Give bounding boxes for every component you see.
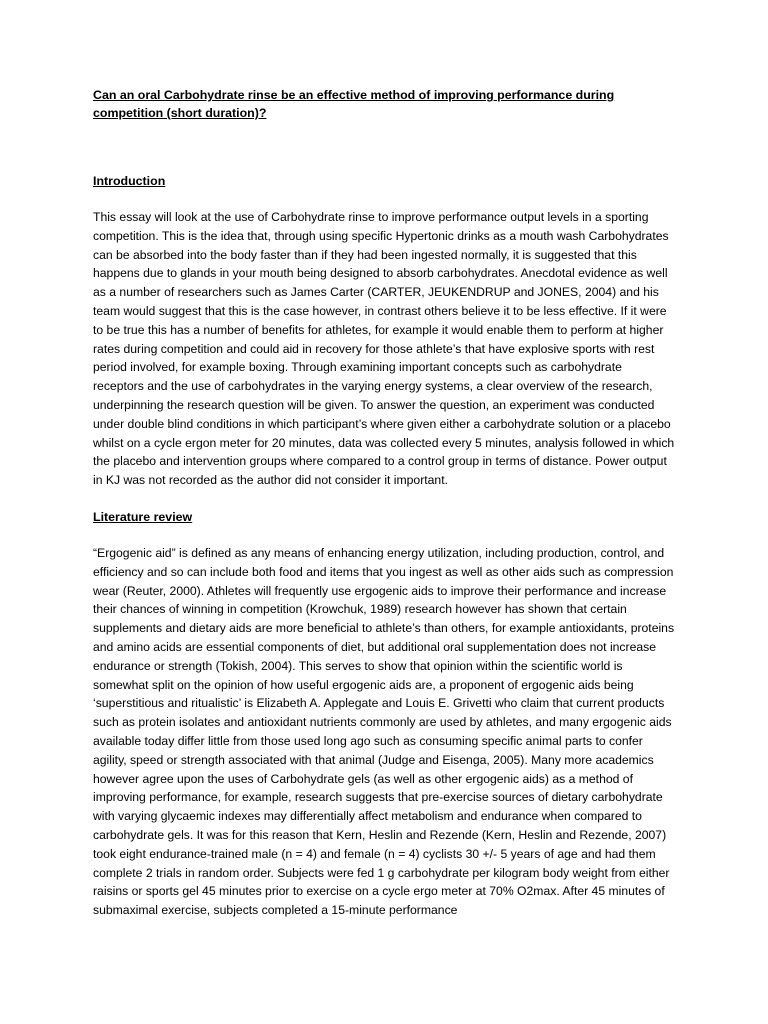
introduction-paragraph: This essay will look at the use of Carbohydrate rinse to improve performance output levels in a sporting competition. This is the idea that, through using specific Hypertonic drinks as a mouth wash Carbohydrates can be absorbed into the body faster than if they had been ingested normally, it is suggested that this happens due to glands in your mouth being designed to absorb carbohydrates. Anecdotal evidence as well as a number of researchers such as James Carter (CARTER, JEUKENDRUP and JONES, 2004) and his team would suggest that this is the case however, in contrast others believe it to be less effective. If it were to be true this has a number of benefits for athletes, for example it would enable them to perform at higher rates during competition and could aid in recovery for those athlete’s that have explosive sports with rest period involved, for example boxing. Through examining important concepts such as carbohydrate receptors and the use of carbohydrates in the varying energy systems, a clear overview of the research, underpinning the research question will be given. To answer the question, an experiment was conducted under double blind conditions in which participant’s where given either a carbohydrate solution or a placebo whilst on a cycle ergon meter for 20 minutes, data was collected every 5 minutes, analysis followed in which the placebo and intervention groups where compared to a control group in terms of distance. Power output in KJ was not recorded as the author did not consider it important. (93, 210, 675, 488)
literature-review-paragraph: “Ergogenic aid” is defined as any means of enhancing energy utilization, including production, control, and efficiency and so can include both food and items that you ingest as well as other aids such as compression wear (Reuter, 2000). Athletes will frequently use ergogenic aids to improve their performance and increase their chances of winning in competition (Krowchuk, 1989) research however has shown that certain supplements and dietary aids are more beneficial to athlete’s than others, for example antioxidants, proteins and amino acids are essential components of diet, but additional oral supplementation does not increase endurance or strength (Tokish, 2004). This serves to show that opinion within the scientific world is somewhat split on the opinion of how useful ergogenic aids are, a proponent of ergogenic aids being ‘superstitious and ritualistic’ is Elizabeth A. Applegate and Louis E. Grivetti who claim that current products such as protein isolates and antioxidant nutrients commonly are used by athletes, and many ergogenic aids available today differ little from those used long ago such as consuming specific animal parts to confer agility, speed or strength associated with that animal (Judge and Eisenga, 2005). Many more academics however agree upon the uses of Carbohydrate gels (as well as other ergogenic aids) as a method of improving performance, for example, research suggests that pre-exercise sources of dietary carbohydrate with varying glycaemic indexes may differentially affect metabolism and endurance when compared to carbohydrate gels. It was for this reason that Kern, Heslin and Rezende (Kern, Heslin and Rezende, 2007) took eight endurance-trained male (n = 4) and female (n = 4) cyclists 30 +/- 5 years of age and had them complete 2 trials in random order. Subjects were fed 1 g carbohydrate per kilogram body weight from either raisins or sports gel 45 minutes prior to exercise on a cycle ergo meter at 70% O2max. After 45 minutes of submaximal exercise, subjects completed a 15-minute performance (93, 545, 675, 918)
document-title: Can an oral Carbohydrate rinse be an effective method of improving performance during competition (short duration)? (93, 88, 615, 120)
literature-review-heading: Literature review (93, 509, 193, 524)
introduction-heading: Introduction (93, 174, 166, 188)
